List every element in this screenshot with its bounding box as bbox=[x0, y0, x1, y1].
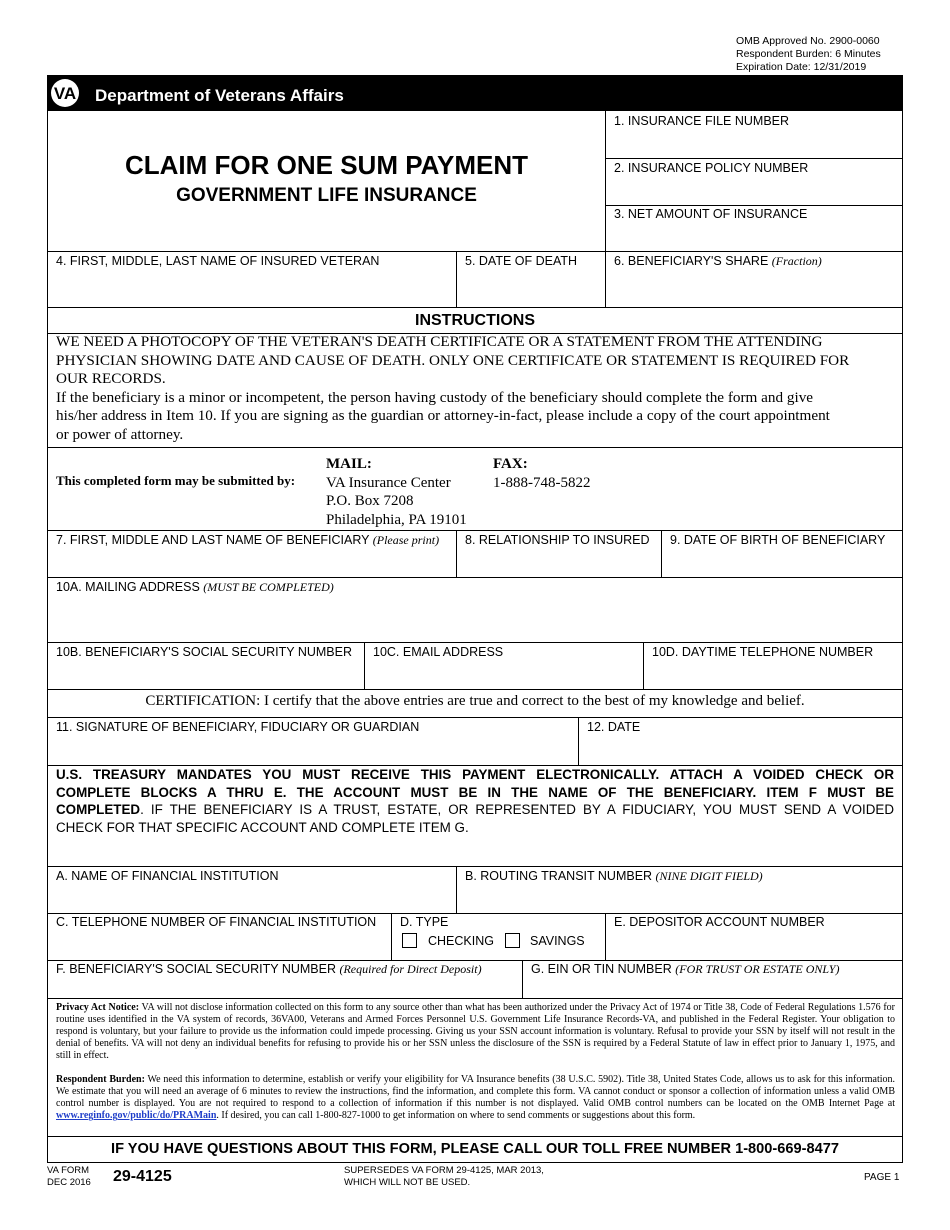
field-insurance-policy-number-label: 2. INSURANCE POLICY NUMBER bbox=[614, 161, 809, 175]
footer-form-number: 29-4125 bbox=[113, 1168, 172, 1185]
mail-line2: P.O. Box 7208 bbox=[326, 493, 414, 510]
email-input[interactable] bbox=[365, 661, 642, 688]
phone-input[interactable] bbox=[644, 661, 902, 688]
field-phone-label: 10D. DAYTIME TELEPHONE NUMBER bbox=[652, 645, 874, 659]
beneficiary-dob-input[interactable] bbox=[662, 549, 902, 577]
form-title: CLAIM FOR ONE SUM PAYMENT bbox=[124, 150, 528, 180]
fax-block bbox=[493, 455, 591, 492]
beneficiary-share-input[interactable] bbox=[606, 270, 902, 306]
field-beneficiary-name-note: (Please print) bbox=[372, 533, 440, 547]
field-type-label: D. TYPE bbox=[400, 915, 449, 929]
mailing-address-input[interactable] bbox=[48, 596, 902, 642]
routing-number-input[interactable] bbox=[457, 885, 902, 912]
field-beneficiary-share-note: (Fraction) bbox=[771, 254, 822, 268]
field-routing-number-note: (NINE DIGIT FIELD) bbox=[655, 869, 763, 883]
footer-supersedes: SUPERSEDES VA FORM 29-4125, MAR 2013, WHICH WILL NOT BE USED. bbox=[344, 1165, 544, 1188]
footer-va-form: VA FORM bbox=[47, 1165, 90, 1176]
mail-line3: Philadelphia, PA 19101 bbox=[326, 511, 467, 528]
field-financial-institution-label: A. NAME OF FINANCIAL INSTITUTION bbox=[56, 869, 279, 883]
field-beneficiary-name-label: 7. FIRST, MIDDLE AND LAST NAME OF BENEFICIARY (Please print) bbox=[56, 533, 440, 547]
footer-date: DEC 2016 bbox=[47, 1176, 91, 1188]
field-beneficiary-dob-label: 9. DATE OF BIRTH OF BENEFICIARY bbox=[670, 533, 886, 547]
field-direct-deposit-ssn-label: F. BENEFICIARY'S SOCIAL SECURITY NUMBER (Required for Direct Deposit) bbox=[56, 962, 482, 976]
account-number-input[interactable] bbox=[606, 931, 902, 959]
field-direct-deposit-ssn-note: (Required for Direct Deposit) bbox=[339, 962, 482, 976]
form-subtitle: GOVERNMENT LIFE INSURANCE bbox=[176, 185, 477, 206]
va-logo-icon bbox=[50, 78, 88, 108]
financial-institution-input[interactable] bbox=[48, 885, 455, 912]
field-ein-note: (FOR TRUST OR ESTATE ONLY) bbox=[675, 962, 840, 976]
omb-expiration: Expiration Date: 12/31/2019 bbox=[736, 61, 867, 73]
certification-text: CERTIFICATION: I certify that the above entries are true and correct to the best of my knowledge and belief. bbox=[145, 693, 805, 709]
instructions-text: WE NEED A PHOTOCOPY OF THE VETERAN'S DEATH CERTIFICATE OR A STATEMENT FROM THE ATTENDING PHYSICIAN SHOWING DATE AND CAUSE OF DEATH. ONLY ONE CERTIFICATE OR STATEMENT IS REQUIRED FOR OUR RECORDS. If the beneficiary is a minor or incompetent, the person having custody of the beneficiary should complete the form and give his/her address in Item 10. If you are signing as the guardian or attorney-in-fact, please include a copy of the court appointment or power of attorney. bbox=[56, 333, 850, 443]
mail-line1: VA Insurance Center bbox=[326, 474, 451, 491]
field-relationship-label: 8. RELATIONSHIP TO INSURED bbox=[465, 533, 650, 547]
savings-checkbox[interactable] bbox=[505, 933, 520, 948]
beneficiary-name-input[interactable] bbox=[48, 549, 455, 577]
footer-page: PAGE 1 bbox=[864, 1172, 900, 1183]
veteran-name-input[interactable] bbox=[48, 270, 455, 306]
field-signature-label: 11. SIGNATURE OF BENEFICIARY, FIDUCIARY OR GUARDIAN bbox=[56, 720, 420, 734]
direct-deposit-ssn-input[interactable] bbox=[48, 978, 521, 997]
date-input[interactable] bbox=[579, 736, 902, 764]
field-institution-phone-label: C. TELEPHONE NUMBER OF FINANCIAL INSTITUTION bbox=[56, 915, 377, 929]
privacy-act-notice: Privacy Act Notice: VA will not disclose information collected on this form to any source other than what has been authorized under the Privacy Act of 1974 or Title 38, Code of Federal Regulations 1.576 for routine uses identified in the VA system of records, 36VA00, Veterans and Armed Forces Personnel U.S. Government Life Insurance Records-VA, and published in the Federal Register. Your obligation to respond is voluntary, but your failure to provide us the information could impede processing. Giving us your SSN account information is voluntary. Refusal to provide your SSN by itself will not result in the denial of benefits. VA will not deny an individual benefits for refusing to provide his or her SSN unless the disclosure of the SSN is required by a Federal Statute of law in effect prior to January 1, 1975, and still in effect. bbox=[56, 1002, 895, 1062]
agency-name: Department of Veterans Affairs bbox=[95, 86, 344, 105]
field-ein-label: G. EIN OR TIN NUMBER (FOR TRUST OR ESTATE ONLY) bbox=[531, 962, 840, 976]
submit-label: This completed form may be submitted by: bbox=[56, 473, 296, 488]
logo-text: VA bbox=[53, 84, 77, 103]
savings-label: SAVINGS bbox=[530, 934, 585, 948]
relationship-input[interactable] bbox=[457, 549, 660, 577]
field-routing-number-label: B. ROUTING TRANSIT NUMBER (NINE DIGIT FIELD) bbox=[465, 869, 763, 883]
field-insurance-file-number-label: 1. INSURANCE FILE NUMBER bbox=[614, 114, 790, 128]
ein-input[interactable] bbox=[523, 978, 902, 997]
field-veteran-name-label: 4. FIRST, MIDDLE, LAST NAME OF INSURED VETERAN bbox=[56, 254, 380, 268]
field-mailing-address-label: 10A. MAILING ADDRESS (MUST BE COMPLETED) bbox=[56, 580, 334, 594]
field-beneficiary-ssn-label: 10B. BENEFICIARY'S SOCIAL SECURITY NUMBER bbox=[56, 645, 352, 659]
omb-burden: Respondent Burden: 6 Minutes bbox=[736, 48, 881, 60]
net-amount-input[interactable] bbox=[606, 223, 902, 251]
checking-label: CHECKING bbox=[428, 934, 494, 948]
treasury-notice: U.S. TREASURY MANDATES YOU MUST RECEIVE THIS PAYMENT ELECTRONICALLY. ATTACH A VOIDED CHECK OR COMPLETE BLOCKS A THRU E. THE ACCOUNT MUST BE IN THE NAME OF THE BENEFICIARY. ITEM F MUST BE COMPLETED. IF THE BENEFICIARY IS A TRUST, ESTATE, OR REPRESENTED BY A FIDUCIARY, YOU MUST SEND A VOIDED CHECK FOR THAT SPECIFIC ACCOUNT AND COMPLETE ITEM G. bbox=[56, 767, 894, 835]
burden-heading: Respondent Burden: bbox=[56, 1074, 145, 1085]
questions-line: IF YOU HAVE QUESTIONS ABOUT THIS FORM, PLEASE CALL OUR TOLL FREE NUMBER 1-800-669-8477 bbox=[111, 1141, 839, 1157]
mail-heading: MAIL: bbox=[326, 456, 372, 472]
field-email-label: 10C. EMAIL ADDRESS bbox=[373, 645, 504, 659]
field-date-of-death-label: 5. DATE OF DEATH bbox=[465, 254, 578, 268]
checking-checkbox[interactable] bbox=[402, 933, 417, 948]
fax-number: 1-888-748-5822 bbox=[493, 474, 591, 491]
field-mailing-address-note: (MUST BE COMPLETED) bbox=[203, 580, 334, 594]
privacy-heading: Privacy Act Notice: bbox=[56, 1002, 140, 1013]
omb-block bbox=[736, 35, 881, 74]
respondent-burden: Respondent Burden: We need this information to determine, establish or verify your eligibility for VA Insurance benefits (38 U.S.C. 5902). Title 38, United States Code, allows us to ask for this information. We estimate that you will need an average of 6 minutes to review the instructions, find the information, and complete this form. VA cannot conduct or sponsor a collection of information unless a valid OMB control number is displayed. You are not required to respond to a collection of information if this number is not displayed. Valid OMB control numbers can be located on the OMB Internet Page at www.reginfo.gov/public/do/PRAMain. If desired, you can call 1-800-827-1000 to get information on where to send comments or suggestions about this form. bbox=[56, 1074, 895, 1122]
date-of-death-input[interactable] bbox=[457, 270, 604, 306]
beneficiary-ssn-input[interactable] bbox=[48, 661, 363, 688]
field-net-amount-label: 3. NET AMOUNT OF INSURANCE bbox=[614, 207, 808, 221]
field-beneficiary-share-label: 6. BENEFICIARY'S SHARE (Fraction) bbox=[614, 254, 822, 268]
footer-form-id bbox=[47, 1165, 91, 1188]
field-account-number-label: E. DEPOSITOR ACCOUNT NUMBER bbox=[614, 915, 825, 929]
institution-phone-input[interactable] bbox=[48, 931, 390, 959]
mail-block bbox=[326, 455, 467, 529]
fax-heading: FAX: bbox=[493, 456, 528, 472]
pramain-link[interactable]: www.reginfo.gov/public/do/PRAMain bbox=[56, 1110, 217, 1122]
field-date-label: 12. DATE bbox=[587, 720, 641, 734]
instructions-heading: INSTRUCTIONS bbox=[415, 312, 535, 329]
insurance-policy-number-input[interactable] bbox=[606, 177, 902, 204]
signature-input[interactable] bbox=[48, 736, 577, 764]
insurance-file-number-input[interactable] bbox=[606, 130, 902, 157]
omb-approved: OMB Approved No. 2900-0060 bbox=[736, 35, 880, 47]
